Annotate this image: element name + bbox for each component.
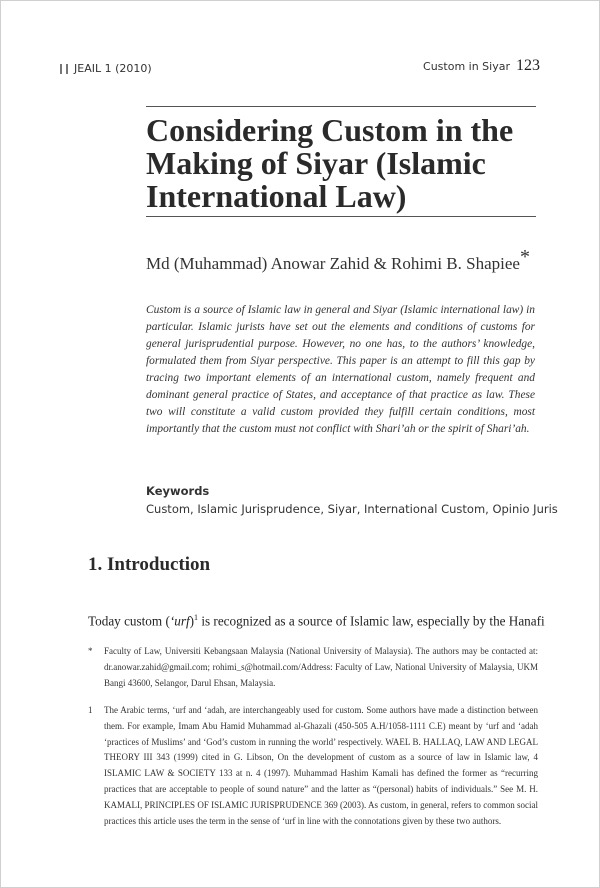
title-bottom-rule bbox=[146, 216, 536, 217]
body-text-start: Today custom ( bbox=[88, 613, 170, 629]
page-number: 123 bbox=[516, 57, 540, 74]
authors-names: Md (Muhammad) Anowar Zahid & Rohimi B. Shapiee bbox=[146, 254, 520, 273]
author-line bbox=[146, 246, 546, 274]
author-note-mark: * bbox=[519, 246, 530, 268]
footnote-mark: * bbox=[88, 646, 93, 656]
body-term-urf: ‘urf bbox=[169, 613, 190, 629]
footnote-text: Faculty of Law, Universiti Kebangsaan Malaysia (National University of Malaysia). The authors may be contacted at: dr.anowar.zahid@gmail.com; rohimi_s@hotmail.com/Address: Faculty of Law, National University of Malaysia, UKM Bangi 43600, Selangor, Darul Ehsan, Malaysia. bbox=[104, 646, 538, 688]
running-head-left bbox=[60, 62, 152, 75]
running-head-section: Custom in Siyar bbox=[423, 60, 510, 73]
keywords-heading: Keywords bbox=[146, 484, 210, 498]
keywords-list: Custom, Islamic Jurisprudence, Siyar, International Custom, Opinio Juris bbox=[146, 502, 558, 516]
column-marker-icon bbox=[60, 64, 68, 74]
section-heading: 1. Introduction bbox=[88, 554, 211, 575]
footnote-mark: 1 bbox=[88, 705, 93, 715]
abstract: Custom is a source of Islamic law in general and Siyar (Islamic international law) in particular. Islamic jurists have set out the elements and conditions of customs for general jurisprudential purpose. However, no one has, to the authors’ knowledge, formulated them from Siyar perspective. This paper is an attempt to fill this gap by tracing two important elements of an international custom, namely frequent and dominant general practice of States, and acceptance of that practice as law. These two will constitute a valid custom provided they fulfill certain conditions, most importantly that the custom must not conflict with Shari’ah or the spirit of Shari’ah. bbox=[146, 304, 535, 435]
footnote-author bbox=[88, 644, 538, 691]
body-paragraph bbox=[88, 613, 545, 629]
footnote-text: The Arabic terms, ‘urf and ‘adah, are interchangeably used for custom. Some authors have made a distinction between them. For example, Imam Abu Hamid Muhammad al-Ghazali (450-505 A.H/1058-1111 C.E) meant by ‘urf and ‘adah ‘practices of Muslims’ and ‘God’s custom in running the world’ respectively. WAEL B. HALLAQ, LAW AND LEGAL THEORY III 343 (1999) cited in G. Libson, On the development of custom as a source of law in Islamic law, 4 ISLAMIC LAW & SOCIETY 133 at n. 4 (1997). Muhammad Hashim Kamali has defined the former as “recurring practices that are acceptable to people of sound nature” and the latter as “(personal) habits of individuals.” See M. H. KAMALI, PRINCIPLES OF ISLAMIC JURISPRUDENCE 369 (2003). As custom, in general, refers to common social practices this article uses the term in the sense of ‘urf in line with the connotations given by these two authors. bbox=[104, 705, 538, 826]
body-text-paren: ) bbox=[189, 613, 195, 629]
body-text-rest: is recognized as a source of Islamic law, especially by the Hanafi bbox=[198, 613, 545, 629]
footnote-1 bbox=[88, 703, 538, 829]
running-head bbox=[60, 57, 540, 77]
journal-citation: JEAIL 1 (2010) bbox=[74, 62, 152, 75]
footnote-ref[interactable]: 1 bbox=[194, 613, 199, 622]
title-top-rule bbox=[146, 106, 536, 107]
running-head-right bbox=[423, 57, 540, 75]
article-title: Considering Custom in the Making of Siyar (Islamic International Law) bbox=[146, 112, 514, 214]
